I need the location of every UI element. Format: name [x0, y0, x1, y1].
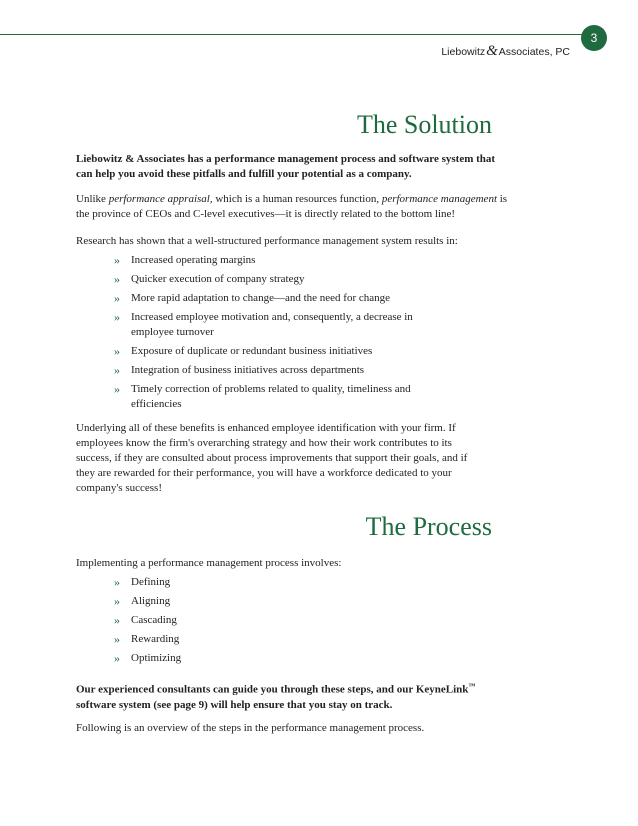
process-title: The Process [365, 512, 492, 541]
list-item [114, 575, 414, 590]
consultants-paragraph [76, 679, 496, 713]
list-item-text: Increased employee motivation and, consequently, a decrease in employee turnover [131, 311, 413, 338]
list-item-text: Cascading [131, 614, 177, 626]
unlike-suffix: is the province of CEOs and C-level executives—it is directly related to the bottom line! [76, 193, 508, 220]
list-item [114, 344, 414, 359]
bullet-icon: » [114, 632, 120, 646]
bullet-icon: » [114, 575, 120, 589]
bullet-icon: » [114, 613, 120, 627]
bullet-icon: » [114, 344, 120, 358]
list-item [114, 613, 414, 628]
list-item-text: Rewarding [131, 633, 180, 645]
overview-paragraph: Following is an overview of the steps in the performance management process. [76, 722, 425, 734]
list-item-text: Quicker execution of company strategy [131, 273, 305, 285]
results-list [114, 253, 414, 416]
unlike-paragraph [76, 192, 516, 222]
list-item [114, 363, 414, 378]
list-item [114, 272, 414, 287]
bullet-icon: » [114, 594, 120, 608]
list-item-text: Optimizing [131, 652, 182, 664]
list-item [114, 651, 414, 666]
list-item-text: Timely correction of problems related to quality, timeliness and efficiencies [131, 383, 411, 410]
bullet-icon: » [114, 253, 120, 267]
term-performance-management: performance management [381, 193, 497, 205]
page-number-badge [581, 25, 607, 51]
bullet-icon: » [114, 291, 120, 305]
solution-intro: Liebowitz & Associates has a performance management process and software system that can help you avoid these pitfalls and fulfill your potential as a company. [76, 153, 496, 180]
list-item [114, 632, 414, 647]
list-item [114, 253, 414, 268]
header-rule [0, 34, 592, 35]
unlike-prefix: Unlike [76, 193, 109, 205]
list-item [114, 310, 414, 340]
firm-name-right: Associates, PC [498, 46, 570, 58]
list-item-text: Integration of business initiatives across departments [131, 364, 365, 376]
solution-title: The Solution [356, 110, 492, 139]
list-item-text: Exposure of duplicate or redundant business initiatives [131, 345, 373, 357]
firm-name-left: Liebowitz [441, 46, 486, 58]
bullet-icon: » [114, 310, 120, 324]
bullet-icon: » [114, 382, 120, 396]
list-item-text: Defining [131, 576, 171, 588]
process-steps-list [114, 575, 414, 670]
process-lead: Implementing a performance management process involves: [76, 557, 342, 569]
bullet-icon: » [114, 272, 120, 286]
underlying-paragraph: Underlying all of these benefits is enhanced employee identification with your firm. If employees know the firm's overarching strategy and how their work contributes to its success, if they are consulted about process improvements that support their goals, and if they are rewarded for their performance, you will have a workforce dedicated to your company's success! [76, 422, 468, 494]
page-number: 3 [590, 31, 598, 45]
list-item [114, 291, 414, 306]
trademark-mark: ™ [468, 682, 476, 690]
firm-name-ampersand: & [486, 43, 498, 59]
list-item-text: Increased operating margins [131, 254, 256, 266]
list-item-text: More rapid adaptation to change—and the need for change [131, 292, 391, 304]
consultants-text-b: software system (see page 9) will help ensure that you stay on track. [76, 698, 393, 711]
list-item-text: Aligning [131, 595, 171, 607]
list-item [114, 594, 414, 609]
term-performance-appraisal: performance appraisal, [108, 193, 213, 205]
bullet-icon: » [114, 651, 120, 665]
firm-name [441, 43, 570, 60]
list-item [114, 382, 414, 412]
research-lead: Research has shown that a well-structured performance management system results in: [76, 235, 458, 247]
unlike-middle: which is a human resources function, [212, 193, 382, 205]
bullet-icon: » [114, 363, 120, 377]
consultants-text-a: Our experienced consultants can guide you through these steps, and our KeyneLink [76, 683, 469, 696]
